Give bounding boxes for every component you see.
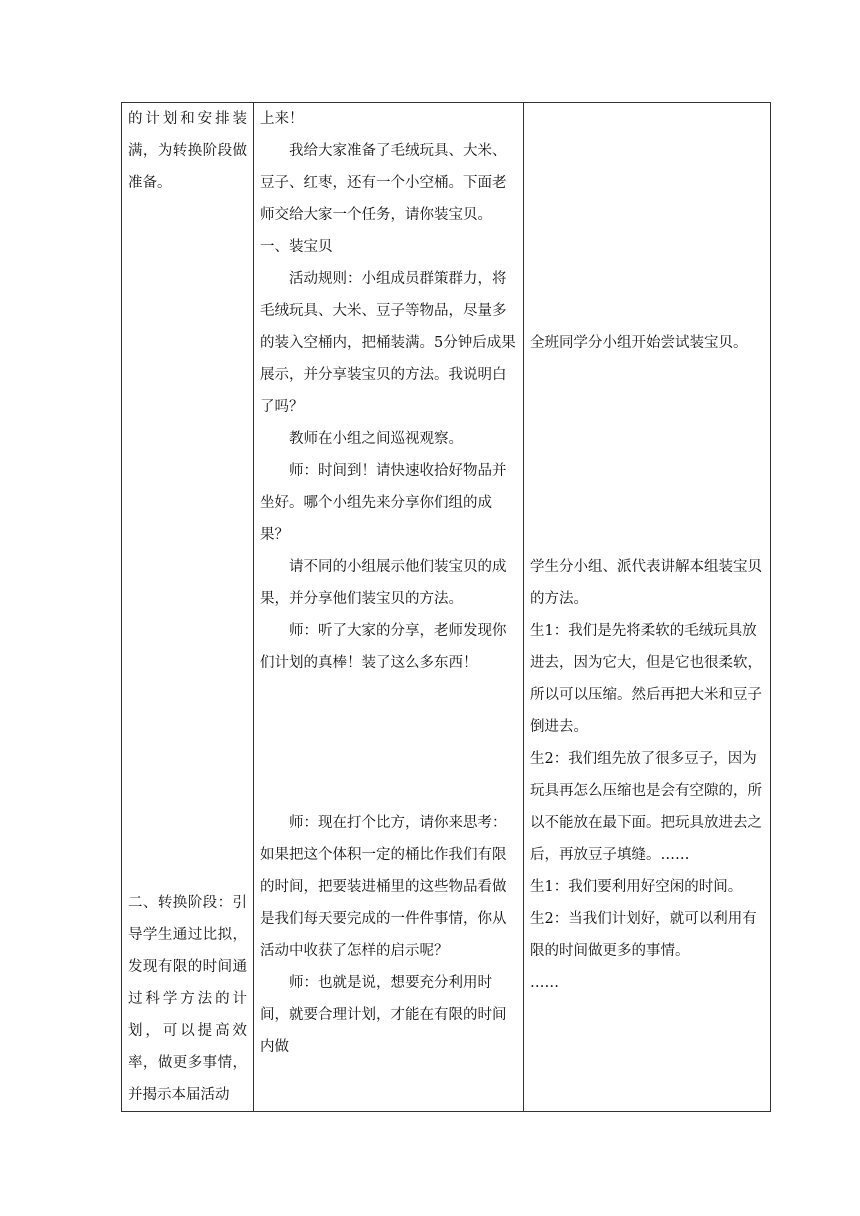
- spacer: [260, 679, 517, 807]
- section-heading: 一、装宝贝: [260, 239, 333, 255]
- student-activity-cell: [524, 103, 771, 1112]
- spacer: [128, 711, 247, 887]
- spacer: [128, 199, 247, 711]
- teacher-paragraph: 师：现在打个比方，请你来思考：如果把这个体积一定的桶比作我们有限的时间，把要装进桶里的这些物品看做是我们每天要完成的一件件事情，你从活动中收获了怎样的启示呢？: [260, 815, 507, 959]
- stage-purpose-text: 的计划和安排装满，为转换阶段做准备。: [128, 111, 247, 191]
- teacher-paragraph: 请不同的小组展示他们装宝贝的成果，并分享他们装宝贝的方法。: [260, 559, 507, 607]
- student-paragraph: 生2：当我们计划好，就可以利用有限的时间做更多的事情。: [530, 911, 757, 959]
- teacher-paragraph: 师：也就是说，想要充分利用时间，就要合理计划，才能在有限的时间内做: [260, 975, 507, 1055]
- spacer: [530, 359, 764, 551]
- stage-two-text: 二、转换阶段：引导学生通过比拟，发现有限的时间通过科学方法的计划，可以提高效率，做更多事情，并揭示本届活动: [128, 895, 247, 1103]
- teacher-paragraph: 上来！: [260, 111, 304, 127]
- table-row: [122, 103, 771, 1112]
- teacher-paragraph: 教师在小组之间巡视观察。: [289, 431, 463, 447]
- student-paragraph: 全班同学分小组开始尝试装宝贝。: [530, 335, 748, 351]
- teacher-paragraph: 师：时间到！请快速收拾好物品并坐好。哪个小组先来分享你们组的成果？: [260, 463, 507, 543]
- teacher-activity-cell: [254, 103, 524, 1112]
- teacher-paragraph: 师：听了大家的分享，老师发现你们计划的真棒！装了这么多东西！: [260, 623, 507, 671]
- activity-rules-paragraph: 活动规则：小组成员群策群力，将毛绒玩具、大米、豆子等物品，尽量多的装入空桶内，把桶装满。5分钟后成果展示，并分享装宝贝的方法。我说明白了吗？: [260, 271, 516, 415]
- spacer: [530, 103, 764, 327]
- student-paragraph: 生2：我们组先放了很多豆子，因为玩具再怎么压缩也是会有空隙的，所以不能放在最下面。把玩具放进去之后，再放豆子填缝。……: [530, 751, 762, 863]
- stage-column-cell: [122, 103, 254, 1112]
- teacher-paragraph: 我给大家准备了毛绒玩具、大米、豆子、红枣，还有一个小空桶。下面老师交给大家一个任务，请你装宝贝。: [260, 143, 507, 223]
- student-paragraph: 生1：我们是先将柔软的毛绒玩具放进去，因为它大，但是它也很柔软，所以可以压缩。然后再把大米和豆子倒进去。: [530, 623, 762, 735]
- student-paragraph: ……: [530, 975, 559, 991]
- student-paragraph: 学生分小组、派代表讲解本组装宝贝的方法。: [530, 559, 762, 607]
- student-paragraph: 生1：我们要利用好空闲的时间。: [530, 879, 743, 895]
- lesson-plan-table: [121, 102, 771, 1112]
